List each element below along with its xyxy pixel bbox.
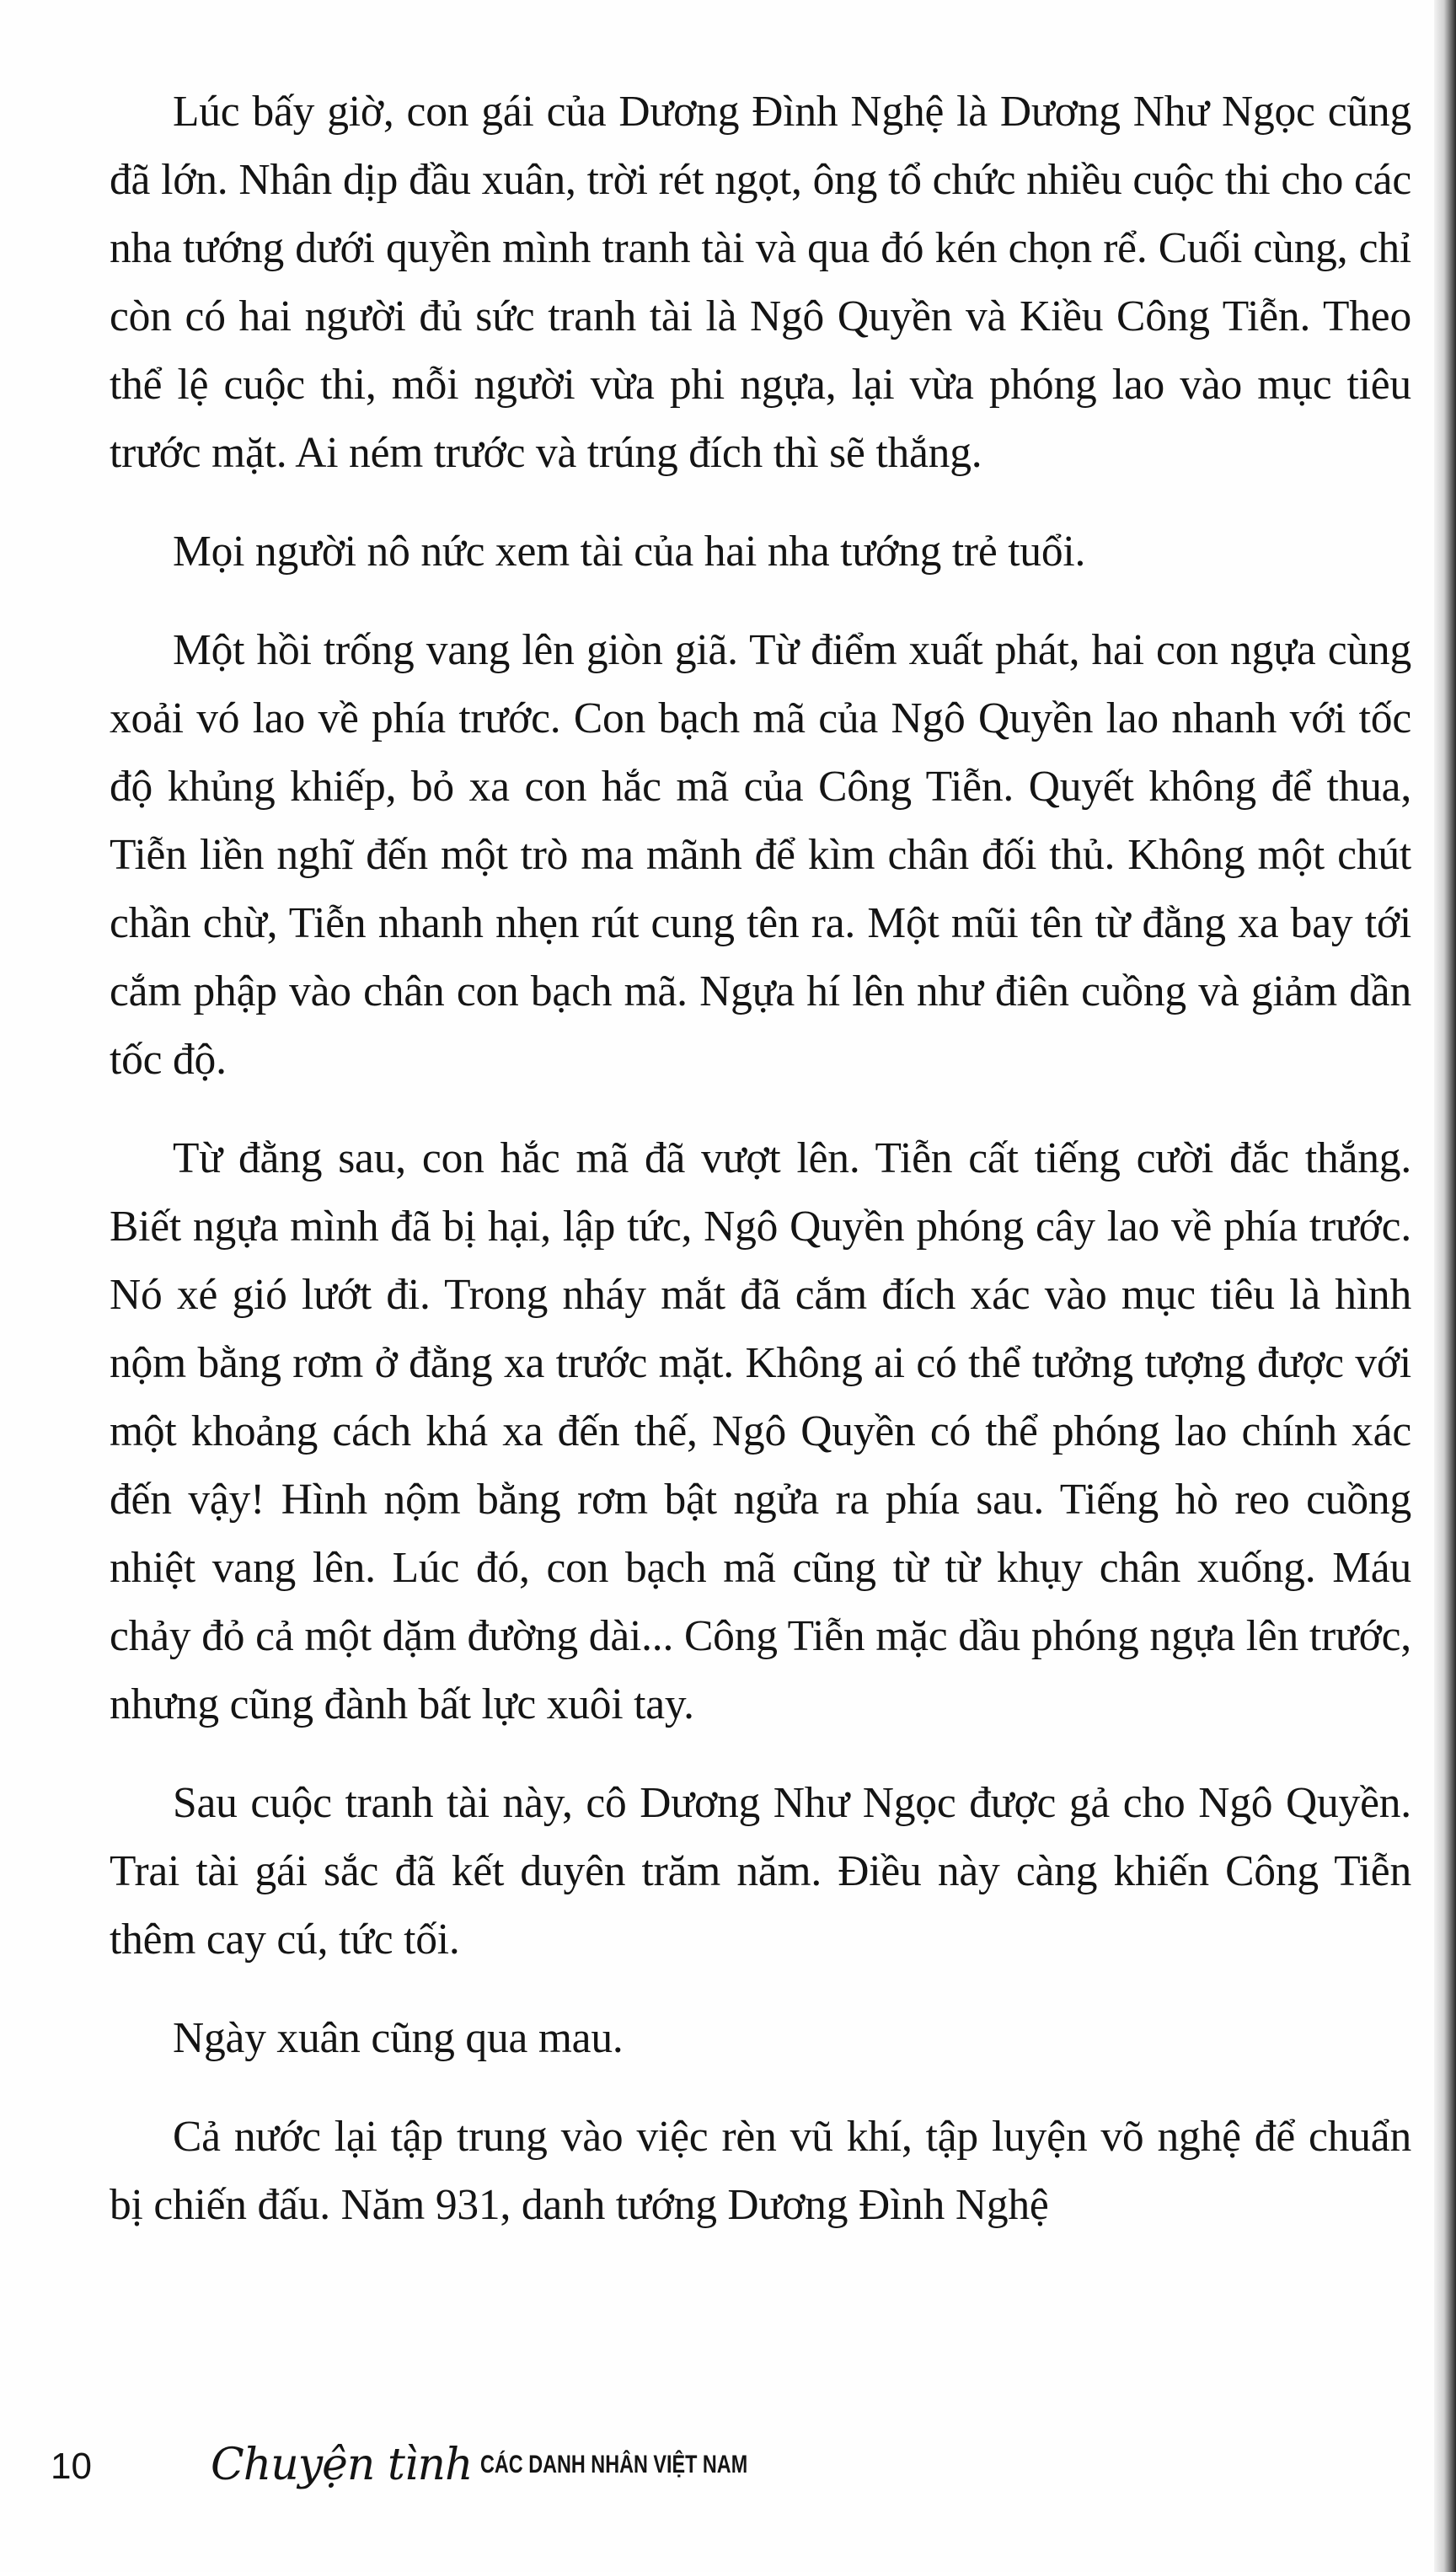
series-title (211, 2427, 823, 2520)
paragraph: Sau cuộc tranh tài này, cô Dương Như Ngọc được gả cho Ngô Quyền. Trai tài gái sắc đã kết duyên trăm năm. Điều này càng khiến Công Tiễn thêm cay cú, tức tối. (110, 1779, 1411, 1964)
page-edge-shadow (1434, 0, 1456, 2572)
paragraph: Mọi người nô nức xem tài của hai nha tướng trẻ tuổi. (173, 528, 1086, 576)
page-body (110, 78, 1411, 2239)
paragraph: Ngày xuân cũng qua mau. (173, 2014, 624, 2062)
page-footer (51, 2427, 893, 2520)
paragraph: Từ đằng sau, con hắc mã đã vượt lên. Tiễn cất tiếng cười đắc thắng. Biết ngựa mình đã bị hại, lập tức, Ngô Quyền phóng cây lao về phía trước. Nó xé gió lướt đi. Trong nháy mắt đã cắm đích xác vào mục tiêu là hình nộm bằng rơm ở đằng xa trước mặt. Không ai có thể tưởng tượng được với một khoảng cách khá xa đến thế, Ngô Quyền có thể phóng lao chính xác đến vậy! Hình nộm bằng rơm bật ngửa ra phía sau. Tiếng hò reo cuồng nhiệt vang lên. Lúc đó, con bạch mã cũng từ từ khụy chân xuống. Máu chảy đỏ cả một dặm đường dài... Công Tiễn mặc dầu phóng ngựa lên trước, nhưng cũng đành bất lực xuôi tay. (110, 1134, 1411, 1728)
series-title-caps: CÁC DANH NHÂN VIỆT NAM (480, 2451, 748, 2478)
series-title-script: Chuyện tình (211, 2440, 473, 2490)
paragraph: Cả nước lại tập trung vào việc rèn vũ khí, tập luyện võ nghệ để chuẩn bị chiến đấu. Năm 931, danh tướng Dương Đình Nghệ (110, 2113, 1411, 2229)
paragraph: Lúc bấy giờ, con gái của Dương Đình Nghệ là Dương Như Ngọc cũng đã lớn. Nhân dịp đầu xuân, trời rét ngọt, ông tổ chức nhiều cuộc thi cho các nha tướng dưới quyền mình tranh tài và qua đó kén chọn rể. Cuối cùng, chỉ còn có hai người đủ sức tranh tài là Ngô Quyền và Kiều Công Tiễn. Theo thể lệ cuộc thi, mỗi người vừa phi ngựa, lại vừa phóng lao vào mục tiêu trước mặt. Ai ném trước và trúng đích thì sẽ thắng. (110, 88, 1411, 477)
paragraph: Một hồi trống vang lên giòn giã. Từ điểm xuất phát, hai con ngựa cùng xoải vó lao về phía trước. Con bạch mã của Ngô Quyền lao nhanh với tốc độ khủng khiếp, bỏ xa con hắc mã của Công Tiễn. Quyết không để thua, Tiễn liền nghĩ đến một trò ma mãnh để kìm chân đối thủ. Không một chút chần chừ, Tiễn nhanh nhẹn rút cung tên ra. Một mũi tên từ đằng xa bay tới cắm phập vào chân con bạch mã. Ngựa hí lên như điên cuồng và giảm dần tốc độ. (110, 626, 1411, 1084)
page-number: 10 (51, 2446, 92, 2487)
